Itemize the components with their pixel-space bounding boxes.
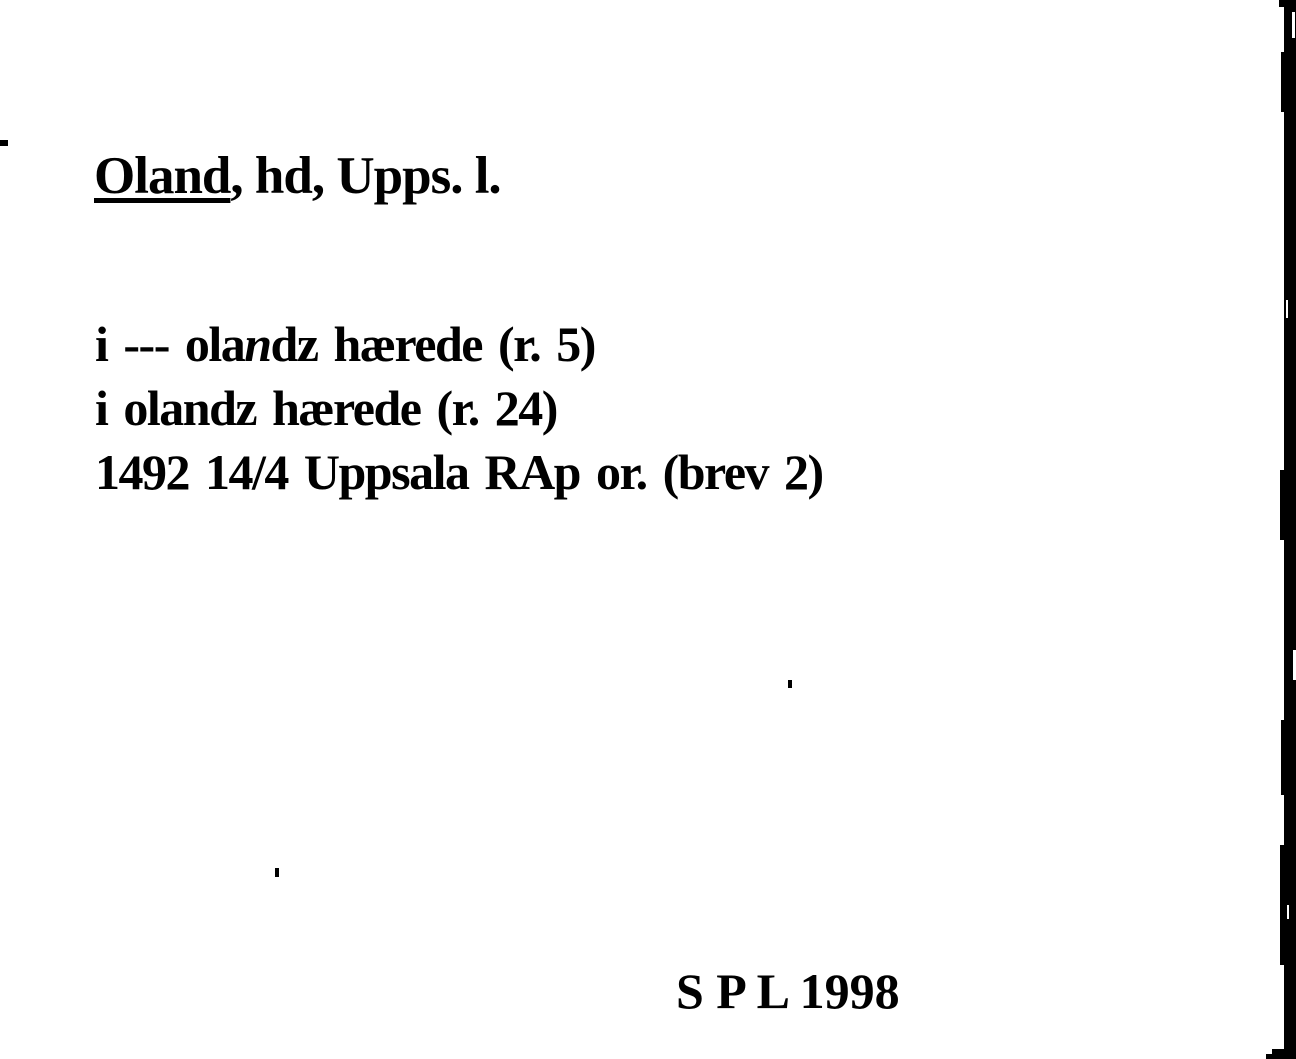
scan-speck bbox=[275, 868, 279, 877]
scan-noise bbox=[1292, 12, 1295, 38]
scan-noise bbox=[1286, 300, 1288, 318]
scan-edge-bar-ragged bbox=[1281, 52, 1285, 112]
attestation-list bbox=[95, 312, 823, 504]
attestation-line-2: i olandz hærede (r. 24) bbox=[95, 380, 557, 436]
scan-speck bbox=[788, 680, 792, 688]
attestation-line-3: 1492 14/4 Uppsala RAp or. (brev 2) bbox=[95, 444, 823, 500]
scan-edge-bar-ragged bbox=[1280, 470, 1285, 540]
scan-noise bbox=[1287, 905, 1289, 919]
attestation-line-1 bbox=[95, 312, 823, 376]
scan-edge-bar-ragged bbox=[1281, 720, 1285, 795]
scan-edge-bar bbox=[1284, 0, 1296, 1059]
card-heading bbox=[94, 146, 501, 206]
scan-speck-left-edge bbox=[0, 140, 8, 146]
scan-edge-bar-foot bbox=[1266, 1054, 1276, 1059]
attestation-1-italic-letter: n bbox=[244, 316, 271, 372]
heading-suffix: , hd, Upps. l. bbox=[230, 147, 501, 205]
attestation-1-pre: i --- ola bbox=[95, 316, 245, 372]
scan-edge-bar-top bbox=[1279, 0, 1288, 7]
editor-stamp: S P L 1998 bbox=[676, 963, 900, 1019]
place-name-lemma: Oland bbox=[94, 147, 231, 205]
attestation-1-post: dz hærede (r. 5) bbox=[270, 316, 595, 372]
scan-edge-bar-ragged bbox=[1280, 845, 1285, 965]
